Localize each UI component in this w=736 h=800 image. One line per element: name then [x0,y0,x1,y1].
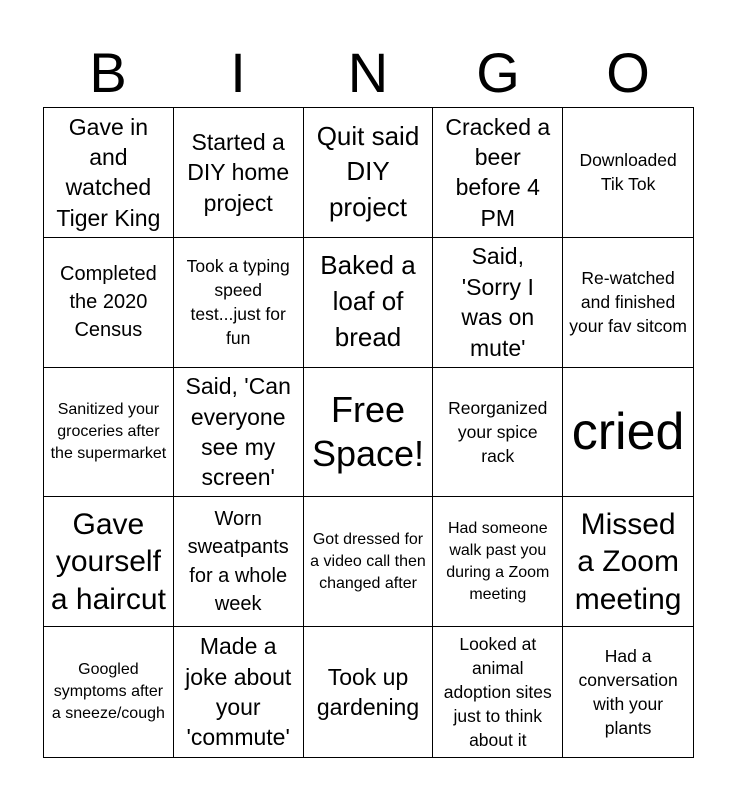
bingo-board [43,107,694,758]
cell-label: Sanitized your groceries after the supermarket [50,400,167,463]
bingo-cell[interactable] [304,497,434,627]
bingo-cell[interactable] [174,238,304,368]
cell-label: Made a joke about your 'commute' [185,633,292,751]
bingo-cell[interactable] [304,108,434,238]
bingo-cell[interactable] [433,238,563,368]
bingo-cell[interactable] [563,108,693,238]
cell-label: Got dressed for a video call then changed after [310,530,426,592]
bingo-cell[interactable] [174,108,304,238]
cell-label: Reorganized your spice rack [448,397,548,467]
bingo-cell[interactable] [563,497,693,627]
cell-label: Gave in and watched Tiger King [56,113,161,231]
cell-label: Started a DIY home project [187,128,290,216]
bingo-cell[interactable] [304,238,434,368]
bingo-cell[interactable] [304,627,434,757]
bingo-cell[interactable] [433,497,563,627]
cell-label: Downloaded Tik Tok [579,150,677,195]
cell-label: Worn sweatpants for a whole week [187,508,289,616]
bingo-cell[interactable] [44,108,174,238]
bingo-cell[interactable] [44,238,174,368]
bingo-cell[interactable] [563,627,693,757]
bingo-cell[interactable] [433,108,563,238]
bingo-cell[interactable] [174,627,304,757]
bingo-cell[interactable] [563,368,693,498]
cell-label: Gave yourself a haircut [50,507,166,616]
cell-label: cried [571,402,685,461]
bingo-cell[interactable] [174,497,304,627]
header-letter-i: I [230,41,246,104]
bingo-cell[interactable] [563,238,693,368]
cell-label: Looked at animal adoption sites just to think about it [443,633,552,751]
cell-label: Said, 'Sorry I was on mute' [461,243,535,361]
free-space-cell[interactable] [304,368,434,498]
cell-label: Cracked a beer before 4 PM [445,113,551,231]
bingo-cell[interactable] [44,368,174,498]
cell-label: Completed the 2020 Census [60,262,157,342]
cell-label: Took up gardening [316,663,420,721]
header-letter-o: O [606,41,650,104]
bingo-cell[interactable] [44,497,174,627]
bingo-cell[interactable] [44,627,174,757]
cell-label: Quit said DIY project [316,120,420,223]
bingo-cell[interactable] [174,368,304,498]
header-letter-b: B [89,41,127,104]
bingo-header [43,40,693,106]
cell-label: Said, 'Can everyone see my screen' [185,373,291,491]
free-space-label: Free Space! [311,389,425,474]
cell-label: Re-watched and finished your fav sitcom [569,267,687,337]
cell-label: Had someone walk past you during a Zoom meeting [446,519,550,603]
cell-label: Googled symptoms after a sneeze/cough [51,660,165,723]
header-letter-g: G [476,41,520,104]
cell-label: Baked a loaf of bread [320,250,416,353]
cell-label: Took a typing speed test...just for fun [186,255,290,349]
bingo-cell[interactable] [433,627,563,757]
header-letter-n: N [347,41,389,104]
bingo-cell[interactable] [433,368,563,498]
cell-label: Had a conversation with your plants [578,645,678,739]
cell-label: Missed a Zoom meeting [574,507,682,616]
